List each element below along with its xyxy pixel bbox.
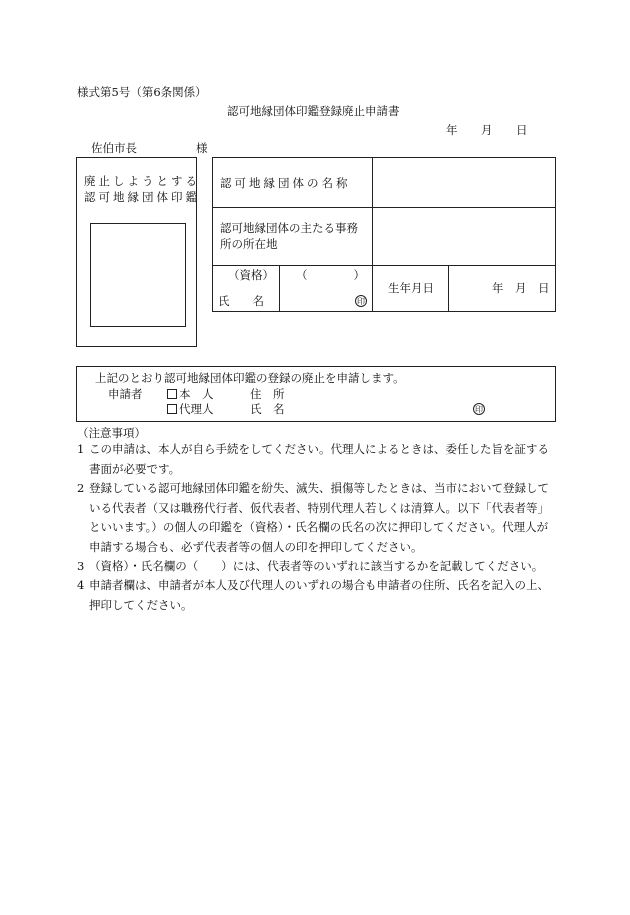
note-number: 2	[77, 481, 85, 495]
option-self[interactable]	[167, 389, 214, 401]
birth-date-value: 年 月 日	[492, 281, 550, 295]
note-number: 1	[77, 442, 85, 456]
note-text: （資格）・氏名欄の（ ）には、代表者等のいずれに該当するかを記載してください。	[89, 559, 544, 573]
table-divider	[212, 207, 556, 208]
notes-heading: （注意事項）	[77, 426, 146, 440]
applicant-name-label: 氏 名	[250, 402, 285, 416]
note-item	[77, 479, 552, 557]
representative-name-field[interactable]	[285, 286, 351, 306]
applicant-name-field[interactable]	[300, 401, 465, 416]
group-name-field[interactable]	[380, 165, 550, 201]
option-agent-label: 代理人	[179, 402, 214, 416]
table-divider	[212, 265, 556, 266]
checkbox-icon[interactable]	[167, 404, 177, 414]
note-number: 4	[77, 578, 85, 592]
form-title: 認可地縁団体印鑑登録廃止申請書	[227, 104, 400, 118]
table-divider	[372, 157, 373, 312]
note-text: この申請は、本人が自ら手続をしてください。代理人によるときは、委任した旨を証する書面が必要です。	[89, 442, 549, 476]
seal-impression-area[interactable]	[90, 223, 186, 327]
group-address-field[interactable]	[380, 214, 550, 258]
date-day: 日	[516, 123, 528, 137]
addressee-honorific: 様	[196, 141, 208, 155]
note-item	[77, 576, 552, 615]
qualification-label: （資格）	[228, 268, 274, 282]
table-divider	[448, 265, 449, 312]
seal-mark-icon: 印	[357, 297, 365, 306]
seal-box-label-line1: 廃止しようとする	[84, 174, 200, 188]
date-year: 年	[446, 123, 458, 137]
birth-date-label: 生年月日	[388, 281, 434, 295]
applicant-seal-mark-icon: 印	[475, 405, 483, 414]
applicant-address-field[interactable]	[300, 386, 550, 401]
option-agent[interactable]	[167, 404, 214, 416]
application-statement: 上記のとおり認可地縁団体印鑑の登録の廃止を申請します。	[95, 371, 405, 385]
checkbox-icon[interactable]	[167, 389, 177, 399]
seal-box-label-line2: 認可地縁団体印鑑	[84, 190, 200, 204]
date-month: 月	[481, 123, 493, 137]
table-divider	[279, 265, 280, 312]
group-name-label: 認可地縁団体の名称	[220, 176, 351, 190]
group-address-label-line2: 所の所在地	[220, 237, 278, 251]
note-text: 申請者欄は、申請者が本人及び代理人のいずれの場合も申請者の住所、氏名を記入の上、押印してください。	[89, 578, 549, 612]
addressee-name: 佐伯市長	[91, 141, 137, 155]
applicant-address-label: 住 所	[250, 387, 285, 401]
form-number: 様式第5号（第6条関係）	[77, 85, 207, 99]
qualification-paren: （ ）	[296, 268, 365, 282]
note-item	[77, 440, 552, 479]
note-number: 3	[77, 559, 85, 573]
note-item	[77, 557, 552, 577]
representative-name-label: 氏 名	[218, 294, 264, 308]
applicant-label: 申請者	[108, 387, 143, 401]
option-self-label: 本 人	[179, 387, 214, 401]
group-address-label-line1: 認可地縁団体の主たる事務	[220, 221, 358, 235]
note-text: 登録している認可地縁団体印鑑を紛失、滅失、損傷等したときは、当市において登録している代表者（又は職務代行者、仮代表者、特別代理人若しくは清算人。以下「代表者等」といいます。）の個人の印鑑を（資格）・氏名欄の氏名の次に押印してください。代理人が申請する場合も、必ず代表者等の個人の印を押印してください。	[89, 481, 549, 554]
